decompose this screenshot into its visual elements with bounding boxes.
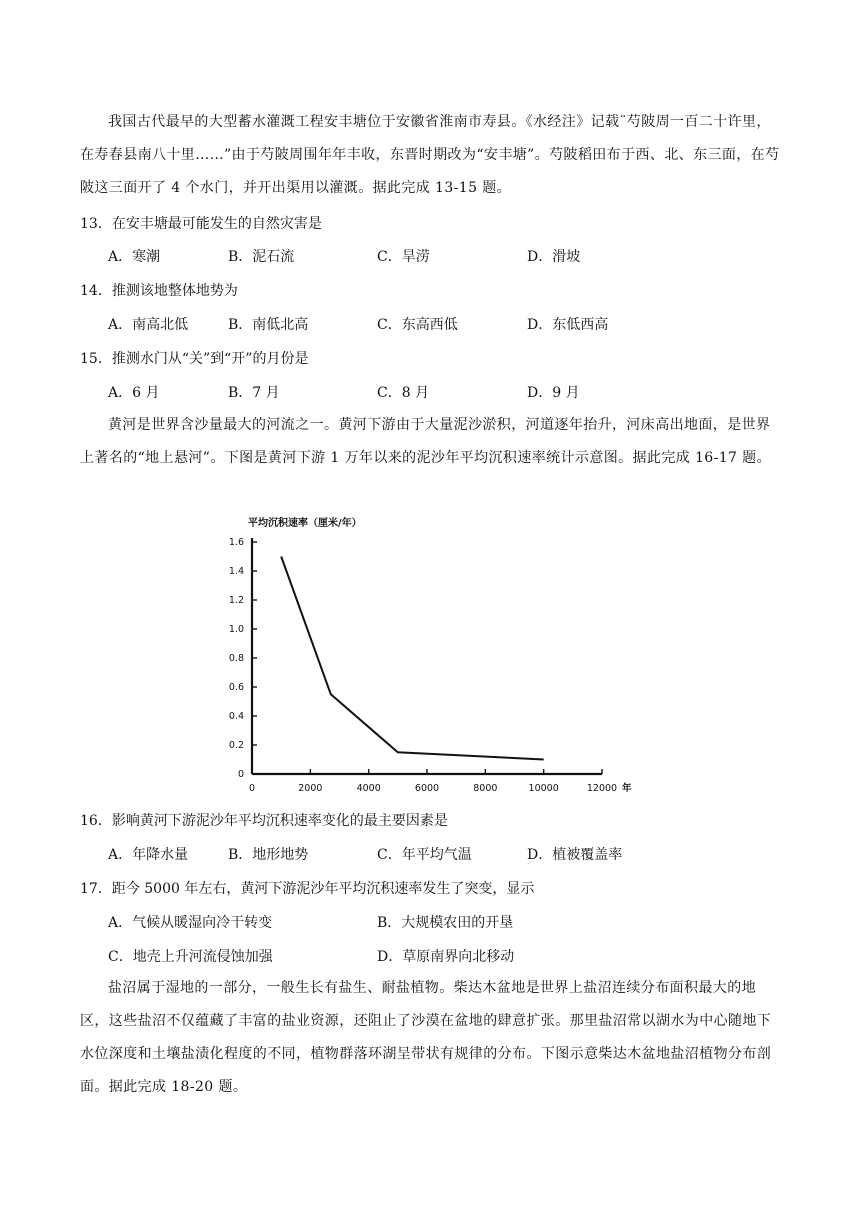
y-tick-label: 0.8 — [228, 653, 244, 664]
option-d: D．植被覆盖率 — [527, 847, 623, 863]
chart-marks — [229, 516, 632, 794]
question-15: 15．推测水门从“关”到“开”的月份是 — [80, 351, 309, 367]
y-tick-label: 1.4 — [228, 566, 244, 577]
chart-title: 平均沉积速率（厘米/年） — [248, 518, 362, 529]
option-c: C．旱涝 — [377, 249, 430, 265]
option-a: A．南高北低 — [108, 317, 189, 333]
option-b: B．泥石流 — [228, 249, 295, 265]
y-tick-label: 0.6 — [228, 682, 244, 693]
option-d: D．东低西高 — [527, 317, 609, 333]
y-tick-label: 0 — [237, 769, 244, 780]
question-17: 17．距今 5000 年左右，黄河下游泥沙年平均沉积速率发生了突变，显示 — [80, 881, 535, 897]
option-c: C．年平均气温 — [377, 847, 472, 863]
x-tick-label: 0 — [248, 783, 256, 794]
y-tick-label: 0.2 — [228, 740, 244, 751]
option-b: B．大规模农田的开垦 — [377, 915, 514, 931]
x-tick-label: 6000 — [414, 783, 440, 794]
option-a: A．6 月 — [108, 385, 160, 401]
question-16: 16．影响黄河下游泥沙年平均沉积速率变化的最主要因素是 — [80, 813, 448, 829]
x-tick-label: 8000 — [473, 783, 498, 794]
y-tick-label: 0.4 — [228, 711, 244, 722]
x-axis-label: 年 — [622, 783, 632, 794]
option-d: D．草原南界向北移动 — [377, 949, 515, 965]
option-a: A．气候从暖湿向冷干转变 — [108, 915, 273, 931]
question-13: 13．在安丰塘最可能发生的自然灾害是 — [80, 216, 322, 232]
x-tick-label: 2000 — [298, 783, 323, 794]
y-tick-label: 1.0 — [228, 624, 244, 635]
option-c: C．地壳上升河流侵蚀加强 — [108, 949, 273, 965]
x-tick-label: 4000 — [356, 783, 381, 794]
option-d: D．滑坡 — [527, 249, 581, 265]
option-a: A．年降水量 — [108, 847, 189, 863]
option-b: B．地形地势 — [228, 847, 309, 863]
passage-salt-marsh: 盐沼属于湿地的一部分，一般生长有盐生、耐盐植物。柴达木盆地是世界上盐沼连续分布面积最大的地区，这些盐沼不仅蕴藏了丰富的盐业资源，还阻止了沙漠在盆地的肆意扩张。那里盐沼常以湖水为中心随地下水位深度和土壤盐渍化程度的不同，植物群落环湖呈带状有规律的分布。下图示意柴达木盆地盐沼植物分布剖面。据此完成 18-20 题。 — [80, 980, 772, 1095]
option-d: D．9 月 — [527, 385, 580, 401]
y-tick-label: 1.2 — [228, 595, 244, 606]
option-c: C．8 月 — [377, 385, 430, 401]
x-tick-label: 12000 — [586, 783, 618, 794]
y-tick-label: 1.6 — [228, 537, 244, 548]
option-b: B．南低北高 — [228, 317, 309, 333]
passage-anfengtang: 我国古代最早的大型蓄水灌溉工程安丰塘位于安徽省淮南市寿县。《水经注》记载¨芍陂周一百二十许里，在寿春县南八十里……”由于芍陂周围年年丰收，东晋时期改为“安丰塘”。芍陂稻田布于西、北、东三面，在芍陂这三面开了 4 个水门，并开出渠用以灌溉。据此完成 13-15 题。 — [80, 114, 780, 196]
question-14: 14．推测该地整体地势为 — [80, 283, 238, 299]
passage-yellow-river: 黄河是世界含沙量最大的河流之一。黄河下游由于大量泥沙淤积，河道逐年抬升，河床高出地面，是世界上著名的“地上悬河”。下图是黄河下游 1 万年以来的泥沙年平均沉积速率统计示意图。据此完成 16-17 题。 — [80, 417, 771, 466]
option-c: C．东高西低 — [377, 317, 458, 333]
option-b: B．7 月 — [228, 385, 280, 401]
sedimentation-rate-chart — [226, 510, 646, 800]
series-line — [281, 557, 544, 760]
x-tick-label: 10000 — [528, 783, 559, 794]
option-a: A．寒潮 — [108, 249, 161, 265]
